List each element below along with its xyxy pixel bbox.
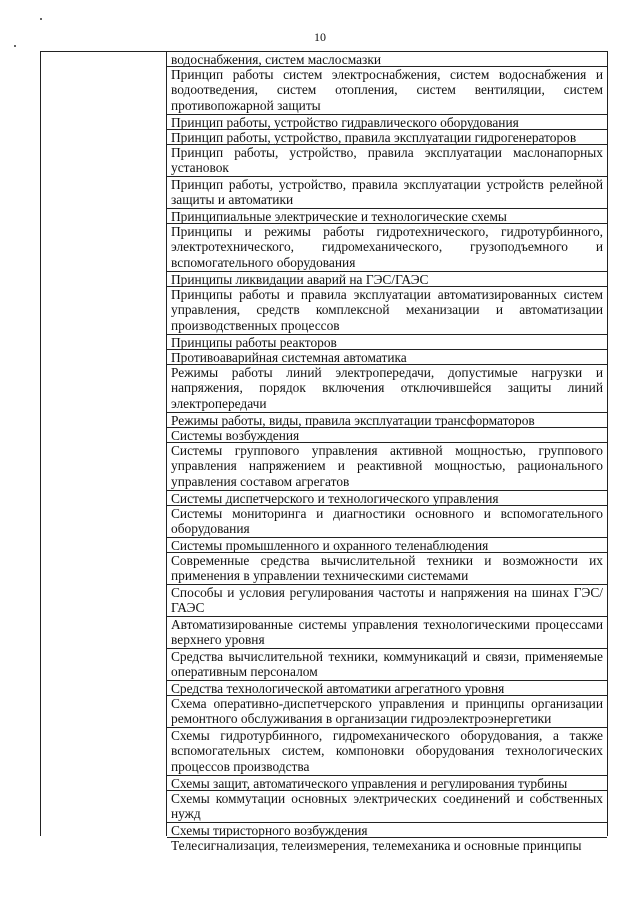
- table-row: Телесигнализация, телеизмерения, телемеханика и основные принципы: [171, 838, 582, 853]
- table-row: Принцип работы систем электроснабжения, систем водоснабжения и водоотведения, систем отопления, систем вентиляции, систем противопожарной защиты: [167, 67, 607, 115]
- table-row: Системы группового управления активной мощностью, группового управления напряжением и реактивной мощностью, рационального управления составом агрегатов: [167, 443, 607, 491]
- table-row: Системы промышленного и охранного теленаблюдения: [167, 538, 607, 553]
- scan-speck: [14, 45, 16, 47]
- page-number: 10: [314, 30, 326, 44]
- table-row: Принципы работы и правила эксплуатации автоматизированных систем управления, средств комплексной механизации и автоматизации производственных процессов: [167, 287, 607, 335]
- scan-speck: [40, 18, 42, 20]
- table-row: Режимы работы линий электропередачи, допустимые нагрузки и напряжения, порядок включения отключившейся защиты линий электропередачи: [167, 365, 607, 413]
- table-row: Схемы коммутации основных электрических соединений и собственных нужд: [167, 791, 607, 823]
- competency-table: [40, 51, 608, 853]
- table-rows: [167, 52, 607, 853]
- table-row: Принцип работы, устройство гидравлического оборудования: [167, 115, 607, 130]
- table-row: Принципы работы реакторов: [167, 335, 607, 350]
- table-row: водоснабжения, систем маслосмазки: [167, 52, 607, 67]
- table-row: Системы возбуждения: [167, 428, 607, 443]
- table-row: Принцип работы, устройство, правила эксплуатации маслонапорных установок: [167, 145, 607, 177]
- table-row: Принципиальные электрические и технологические схемы: [167, 209, 607, 224]
- table-row: Современные средства вычислительной техники и возможности их применения в управлении техническими системами: [167, 553, 607, 585]
- table-row: Принцип работы, устройство, правила эксплуатации устройств релейной защиты и автоматики: [167, 177, 607, 209]
- table-row: Системы диспетчерского и технологического управления: [167, 491, 607, 506]
- table-row: Режимы работы, виды, правила эксплуатации трансформаторов: [167, 413, 607, 428]
- table-left-column: [41, 52, 167, 836]
- table-row: Способы и условия регулирования частоты и напряжения на шинах ГЭС/ГАЭС: [167, 585, 607, 617]
- table-row: Принцип работы, устройство, правила эксплуатации гидрогенераторов: [167, 130, 607, 145]
- table-row: Схемы защит, автоматического управления и регулирования турбины: [167, 776, 607, 791]
- table-row: Средства вычислительной техники, коммуникаций и связи, применяемые оперативным персоналом: [167, 649, 607, 681]
- table-row: Системы мониторинга и диагностики основного и вспомогательного оборудования: [167, 506, 607, 538]
- table-row: Схемы гидротурбинного, гидромеханического оборудования, а также вспомогательных систем, компоновки оборудования технологических процессов производства: [167, 728, 607, 776]
- table-row: Автоматизированные системы управления технологическими процессами верхнего уровня: [167, 617, 607, 649]
- table-row: Противоаварийная системная автоматика: [167, 350, 607, 365]
- table-row: Схема оперативно-диспетчерского управления и принципы организации ремонтного обслуживания в организации гидроэлектроэнергетики: [167, 696, 607, 728]
- table-row: Принципы ликвидации аварий на ГЭС/ГАЭС: [167, 272, 607, 287]
- table-row: Принципы и режимы работы гидротехнического, гидротурбинного, электротехнического, гидромеханического, грузоподъемного и вспомогательного оборудования: [167, 224, 607, 272]
- table-row: Схемы тиристорного возбуждения: [167, 823, 607, 838]
- table-row: Средства технологической автоматики агрегатного уровня: [167, 681, 607, 696]
